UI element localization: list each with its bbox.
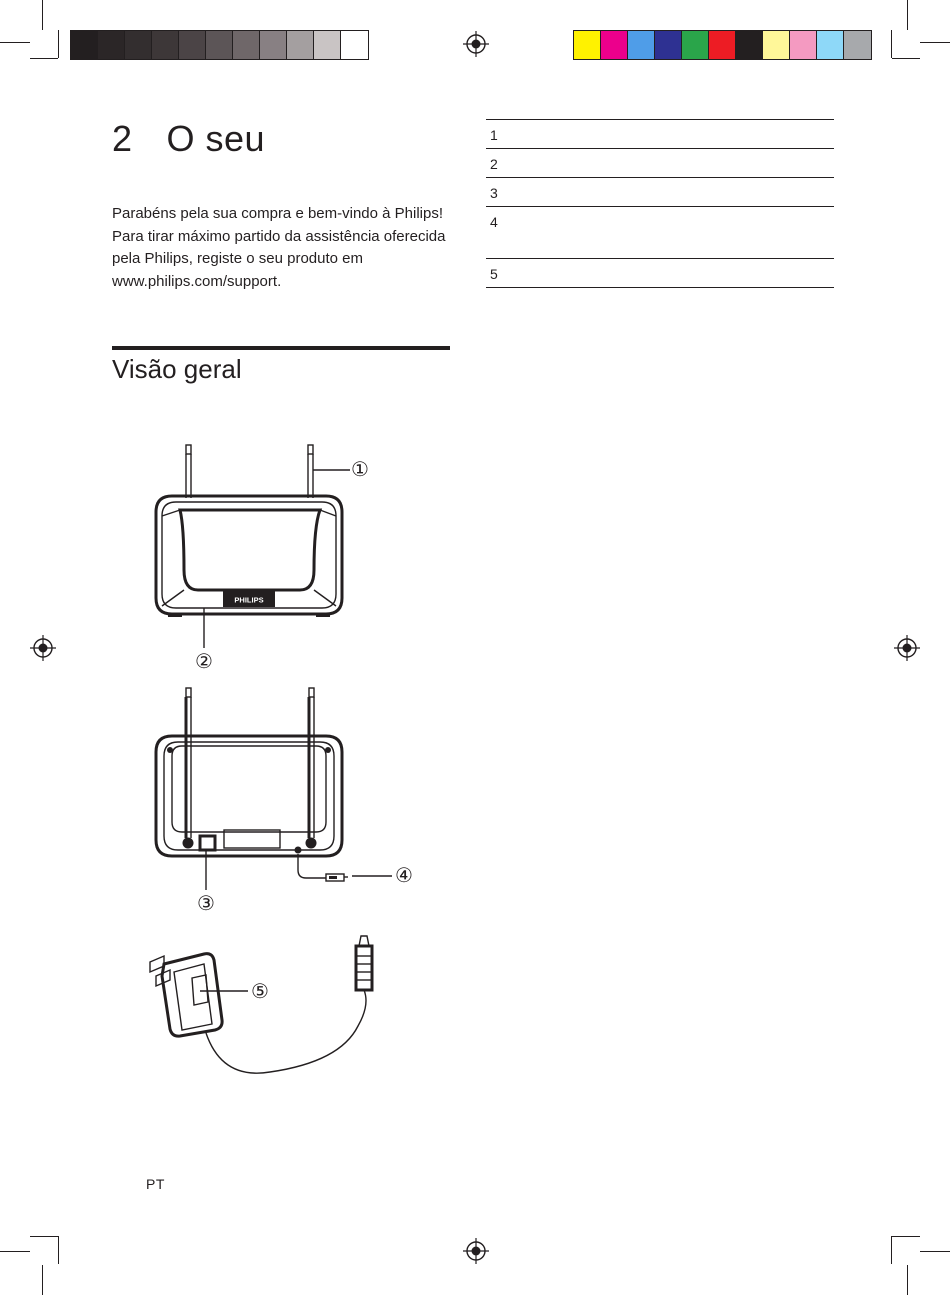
intro-paragraph	[112, 203, 452, 293]
callout-5: ⑤	[251, 979, 269, 1003]
intro-line-2: Para tirar máximo partido da assistência oferecida pela Philips, registe o seu produto em www.philips.com/support.	[112, 227, 446, 290]
color-swatch	[709, 31, 736, 59]
crop-mark	[30, 1236, 58, 1237]
legend-number: 5	[490, 266, 498, 282]
color-swatch	[736, 31, 763, 59]
crop-mark	[30, 58, 58, 59]
legend-row	[486, 259, 834, 288]
color-swatch	[233, 31, 260, 59]
crop-mark	[892, 1236, 920, 1237]
color-swatch	[574, 31, 601, 59]
product-overview-illustration	[120, 430, 430, 1090]
crop-mark	[891, 30, 892, 58]
color-swatch	[341, 31, 368, 59]
callout-3: ③	[197, 891, 215, 915]
language-code: PT	[146, 1176, 165, 1192]
power-adapter	[150, 936, 372, 1073]
color-scale-bar	[573, 30, 872, 60]
antenna-back-view	[156, 688, 413, 915]
crop-mark	[58, 1236, 59, 1264]
grey-scale-bar	[70, 30, 369, 60]
color-swatch	[790, 31, 817, 59]
crop-mark	[907, 0, 908, 30]
color-swatch	[601, 31, 628, 59]
legend-row	[486, 149, 834, 178]
crop-mark	[907, 1265, 908, 1295]
color-swatch	[655, 31, 682, 59]
section-divider	[112, 346, 450, 350]
registration-mark-top	[463, 31, 489, 57]
legend-table	[486, 119, 834, 288]
color-swatch	[287, 31, 314, 59]
crop-mark	[920, 42, 950, 43]
registration-mark-right	[894, 635, 920, 661]
callout-2: ②	[195, 649, 213, 673]
crop-mark	[58, 30, 59, 58]
crop-mark	[0, 1251, 30, 1252]
color-swatch	[314, 31, 341, 59]
color-swatch	[71, 31, 98, 59]
crop-mark	[891, 1236, 892, 1264]
crop-mark	[42, 1265, 43, 1295]
crop-mark	[920, 1251, 950, 1252]
crop-mark	[0, 42, 30, 43]
color-swatch	[179, 31, 206, 59]
color-swatch	[817, 31, 844, 59]
registration-mark-bottom	[463, 1238, 489, 1264]
color-swatch	[206, 31, 233, 59]
legend-row	[486, 178, 834, 207]
legend-row	[486, 207, 834, 259]
color-swatch	[152, 31, 179, 59]
chapter-title-text: O seu	[166, 118, 266, 159]
legend-number: 3	[490, 185, 498, 201]
legend-number: 1	[490, 127, 498, 143]
crop-mark	[892, 58, 920, 59]
legend-number: 4	[490, 214, 498, 230]
intro-line-1: Parabéns pela sua compra e bem-vindo à Philips!	[112, 205, 444, 222]
brand-logo: PHILIPS	[234, 595, 264, 605]
legend-row	[486, 120, 834, 149]
callout-4: ④	[395, 863, 413, 887]
chapter-title	[112, 118, 265, 160]
callout-1: ①	[351, 457, 369, 481]
color-swatch	[844, 31, 871, 59]
registration-mark-left	[30, 635, 56, 661]
crop-mark	[42, 0, 43, 30]
color-swatch	[260, 31, 287, 59]
color-swatch	[98, 31, 125, 59]
color-swatch	[628, 31, 655, 59]
section-title: Visão geral	[112, 354, 242, 384]
legend-number: 2	[490, 156, 498, 172]
color-swatch	[125, 31, 152, 59]
antenna-front-view	[156, 445, 369, 673]
chapter-number: 2	[112, 118, 133, 159]
color-swatch	[763, 31, 790, 59]
color-swatch	[682, 31, 709, 59]
